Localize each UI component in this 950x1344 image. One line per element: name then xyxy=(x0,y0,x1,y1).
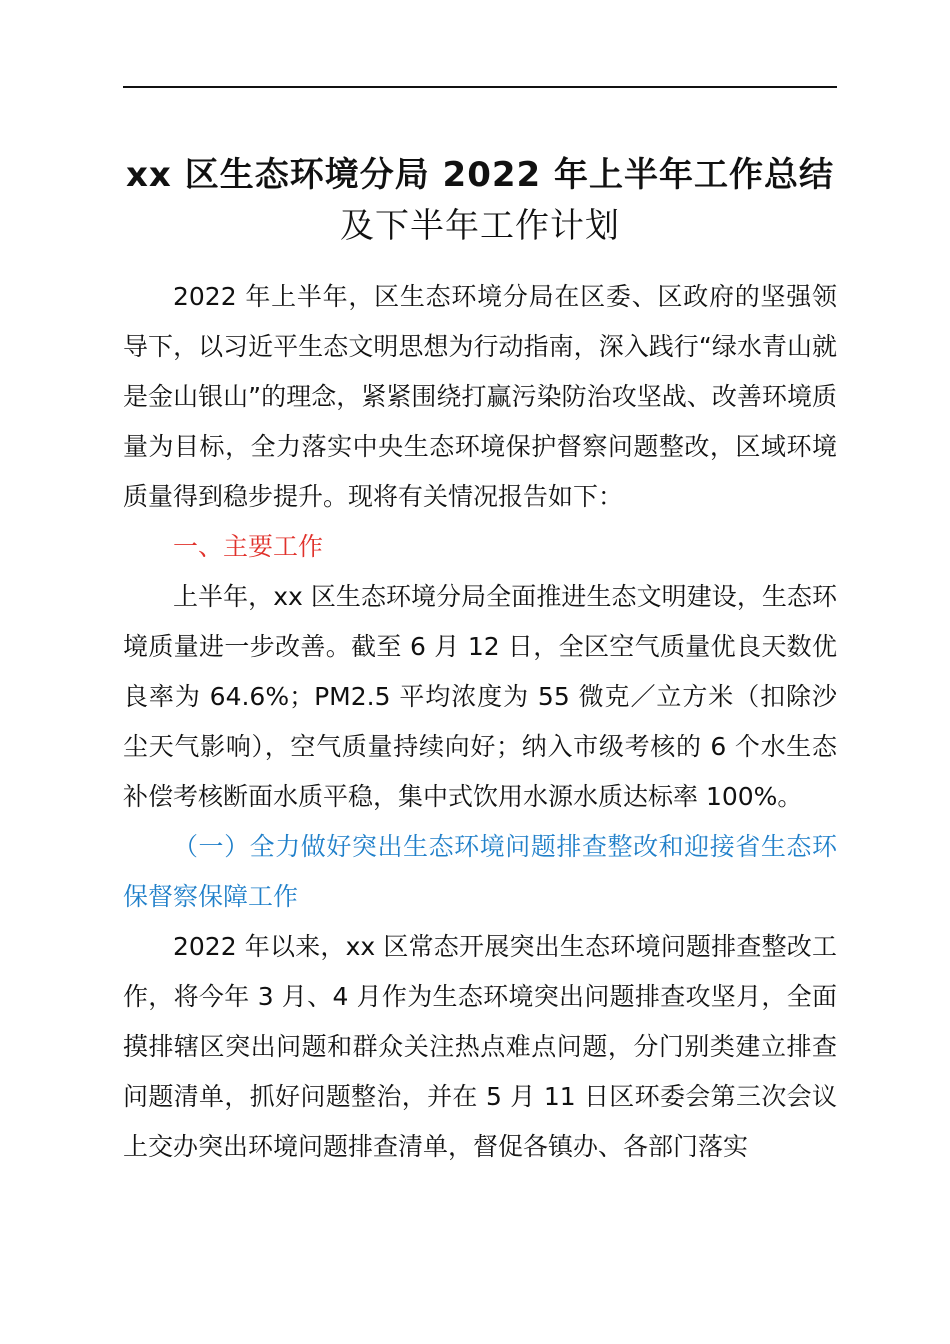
document-title xyxy=(100,150,860,252)
header-rule xyxy=(123,86,837,88)
document-body xyxy=(123,272,837,1172)
title-line-2: 及下半年工作计划 xyxy=(340,206,620,246)
section-heading-main-work: 一、主要工作 xyxy=(173,532,324,561)
intro-paragraph: 2022 年上半年，区生态环境分局在区委、区政府的坚强领导下，以习近平生态文明思想为行动指南，深入践行“绿水青山就是金山银山”的理念，紧紧围绕打赢污染防治攻坚战、改善环境质量为目标，全力落实中央生态环境保护督察问题整改，区域环境质量得到稳步提升。现将有关情况报告如下： xyxy=(123,282,837,511)
subsection-paragraph-1: 2022 年以来，xx 区常态开展突出生态环境问题排查整改工作，将今年 3 月、4 月作为生态环境突出问题排查攻坚月，全面摸排辖区突出问题和群众关注热点难点问题，分门别类建立排查问题清单，抓好问题整治，并在 5 月 11 日区环委会第三次会议上交办突出环境问题排查清单，督促各镇办、各部门落实 xyxy=(123,932,837,1161)
title-line-1: xx 区生态环境分局 2022 年上半年工作总结 xyxy=(126,155,834,195)
subsection-heading-1: （一）全力做好突出生态环境问题排查整改和迎接省生态环保督察保障工作 xyxy=(123,832,837,911)
section-paragraph-main-work: 上半年，xx 区生态环境分局全面推进生态文明建设，生态环境质量进一步改善。截至 6 月 12 日，全区空气质量优良天数优良率为 64.6%；PM2.5 平均浓度为 55 微克／立方米（扣除沙尘天气影响），空气质量持续向好；纳入市级考核的 6 个水生态补偿考核断面水质平稳，集中式饮用水源水质达标率 100%。 xyxy=(123,582,837,811)
